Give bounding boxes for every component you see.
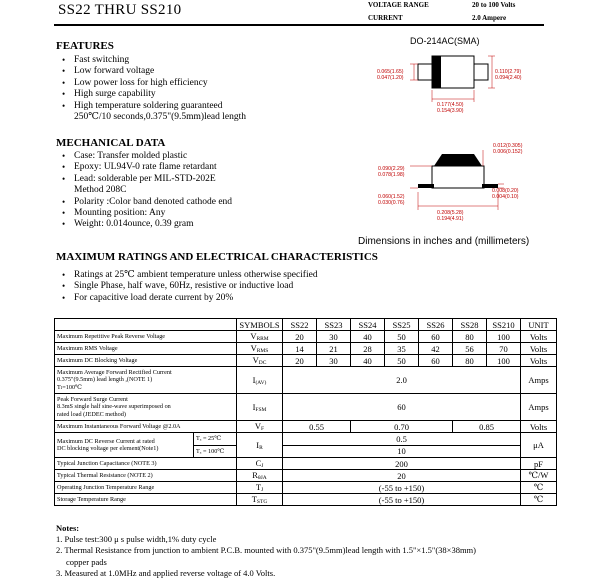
- unit-cell: μA: [521, 433, 557, 458]
- header-cell: UNIT: [521, 319, 557, 331]
- value-cell: 2.0: [283, 367, 521, 394]
- value-cell: 14: [283, 343, 317, 355]
- value-cell: 200: [283, 458, 521, 470]
- current-label: CURRENT: [368, 14, 403, 22]
- symbol-cell: CJ: [237, 458, 283, 470]
- symbol-cell: VRMS: [237, 343, 283, 355]
- feature-item: • Low forward voltage: [60, 66, 246, 77]
- unit-cell: Volts: [521, 421, 557, 433]
- param-cell: Maximum Average Forward Rectified Current 0.375"(9.5mm) lead length ,(NOTE 1) Tₗ=100℃: [55, 367, 237, 394]
- note-2: 2. Thermal Resistance from junction to ambient P.C.B. mounted with 0.375"(9.5mm)lead length with 1.5"×1.5"(38×38mm): [56, 545, 476, 556]
- mechanical-item: • Mounting position: Any: [60, 208, 232, 219]
- value-cell: 70: [487, 343, 521, 355]
- param-cell: Maximum Instantaneous Forward Voltage @2.0A: [55, 421, 237, 433]
- value-cell: 20: [283, 331, 317, 343]
- table-row: [55, 494, 557, 506]
- table-row: [55, 482, 557, 494]
- mechanical-item: • Polarity :Color band denoted cathode end: [60, 197, 232, 208]
- package-side-view: [370, 140, 550, 220]
- unit-cell: Volts: [521, 355, 557, 367]
- value-cell: 60: [283, 394, 521, 421]
- symbol-cell: IFSM: [237, 394, 283, 421]
- dim-label: 0.194(4.91): [437, 216, 464, 222]
- value-cell: 20: [283, 355, 317, 367]
- param-cell: Maximum DC Blocking Voltage: [55, 355, 237, 367]
- note-3: 3. Measured at 1.0MHz and applied reverse voltage of 4.0 Volts.: [56, 567, 276, 578]
- table-row: [55, 458, 557, 470]
- spec-table: [54, 318, 557, 506]
- unit-cell: pF: [521, 458, 557, 470]
- table-row: [55, 394, 557, 421]
- unit-cell: Amps: [521, 367, 557, 394]
- value-cell: 28: [351, 343, 385, 355]
- current-value: 2.0 Ampere: [472, 14, 507, 22]
- value-cell: 0.70: [351, 421, 453, 433]
- dim-label: 0.060(1.52): [378, 194, 405, 200]
- voltage-range-value: 20 to 100 Volts: [472, 1, 516, 9]
- param-cell: Operating Junction Temperature Range: [55, 482, 237, 494]
- table-row: [55, 343, 557, 355]
- rating-note: • For capacitive load derate current by 20%: [60, 293, 318, 304]
- value-cell: 40: [351, 355, 385, 367]
- dim-label: 0.154(3.90): [437, 108, 464, 114]
- symbol-cell: RθJA: [237, 470, 283, 482]
- value-cell: 80: [453, 355, 487, 367]
- param-cell: Maximum DC Reverse Current at rated DC blocking voltage per element(Note1) Tₐ = 25℃ Tₐ = 100℃: [55, 433, 237, 458]
- note-2-continuation: copper pads: [66, 556, 107, 567]
- dim-label: 0.030(0.76): [378, 200, 405, 206]
- dim-label: 0.004(0.10): [492, 194, 519, 200]
- value-cell: 50: [385, 355, 419, 367]
- table-header-row: [55, 319, 557, 331]
- value-cell: 50: [385, 331, 419, 343]
- value-cell: 100: [487, 331, 521, 343]
- value-cell: 0.55: [283, 421, 351, 433]
- value-cell: 10: [283, 445, 521, 458]
- dim-label: 0.094(2.40): [495, 75, 522, 81]
- value-cell: 30: [317, 331, 351, 343]
- notes-block: [56, 523, 476, 579]
- ratings-list: [60, 270, 318, 304]
- table-row: [55, 355, 557, 367]
- table-row: [55, 433, 557, 446]
- param-cell: Typical Junction Capacitance (NOTE 3): [55, 458, 237, 470]
- rating-note: • Ratings at 25℃ ambient temperature unless otherwise specified: [60, 270, 318, 281]
- header-cell: SS210: [487, 319, 521, 331]
- symbol-cell: TJ: [237, 482, 283, 494]
- param-cell: Peak Forward Surge Current 8.3mS single half sine-wave superimposed on rated load (JEDEC method): [55, 394, 237, 421]
- unit-cell: ℃: [521, 482, 557, 494]
- mechanical-item: • Case: Transfer molded plastic: [60, 151, 232, 162]
- part-range-title: SS22 THRU SS210: [58, 2, 182, 18]
- symbol-cell: VF: [237, 421, 283, 433]
- param-cell: Maximum Repetitive Peak Reverse Voltage: [55, 331, 237, 343]
- value-cell: 40: [351, 331, 385, 343]
- mechanical-list: [60, 151, 232, 231]
- header-cell: SS22: [283, 319, 317, 331]
- dimensions-caption: Dimensions in inches and (millimeters): [358, 236, 530, 247]
- unit-cell: ℃/W: [521, 470, 557, 482]
- feature-item: • High temperature soldering guaranteed: [60, 101, 246, 112]
- features-title: FEATURES: [56, 40, 114, 52]
- dim-label: 0.006(0.152): [493, 149, 523, 155]
- unit-cell: ℃: [521, 494, 557, 506]
- feature-item: • High surge capability: [60, 89, 246, 100]
- value-cell: 35: [385, 343, 419, 355]
- value-cell: 60: [419, 331, 453, 343]
- value-cell: 60: [419, 355, 453, 367]
- unit-cell: Volts: [521, 343, 557, 355]
- feature-item: • Low power loss for high efficiency: [60, 78, 246, 89]
- param-cell: Storage Temperature Range: [55, 494, 237, 506]
- header-cell: SS28: [453, 319, 487, 331]
- package-name: DO-214AC(SMA): [410, 36, 480, 46]
- value-cell: 56: [453, 343, 487, 355]
- dim-label: 0.065(1.65): [377, 69, 404, 75]
- symbol-cell: TSTG: [237, 494, 283, 506]
- table-row: [55, 367, 557, 394]
- header-cell: SS25: [385, 319, 419, 331]
- dim-label: 0.047(1.20): [377, 75, 404, 81]
- features-list: [60, 55, 246, 123]
- mechanical-continuation: Method 208C: [74, 185, 127, 196]
- dim-label: 0.078(1.98): [378, 172, 405, 178]
- dim-label: 0.208(5.28): [437, 210, 464, 216]
- value-cell: 30: [317, 355, 351, 367]
- header-blank: [55, 319, 237, 331]
- mechanical-item: • Weight: 0.014ounce, 0.39 gram: [60, 219, 232, 230]
- unit-cell: Volts: [521, 331, 557, 343]
- note-1: 1. Pulse test:300 μ s pulse width,1% duty cycle: [56, 534, 217, 545]
- table-row: [55, 470, 557, 482]
- value-cell: 0.85: [453, 421, 521, 433]
- mechanical-item: • Epoxy: UL94V-0 rate flame retardant: [60, 162, 232, 173]
- dim-label: 0.110(2.79): [495, 69, 522, 75]
- notes-title: Notes:: [56, 523, 80, 533]
- value-cell: 0.5: [283, 433, 521, 446]
- dim-label: 0.012(0.305): [493, 143, 523, 149]
- voltage-range-label: VOLTAGE RANGE: [368, 1, 429, 9]
- param-cell: Typical Thermal Resistance (NOTE 2): [55, 470, 237, 482]
- value-cell: 20: [283, 470, 521, 482]
- feature-item: • Fast switching: [60, 55, 246, 66]
- header-cell: SS24: [351, 319, 385, 331]
- param-cell: Maximum RMS Voltage: [55, 343, 237, 355]
- symbol-cell: VRRM: [237, 331, 283, 343]
- feature-continuation: 250℃/10 seconds,0.375"(9.5mm)lead length: [74, 112, 247, 123]
- table-row: [55, 331, 557, 343]
- value-cell: 42: [419, 343, 453, 355]
- mechanical-title: MECHANICAL DATA: [56, 137, 166, 149]
- symbol-cell: VDC: [237, 355, 283, 367]
- symbol-cell: I(AV): [237, 367, 283, 394]
- value-cell: 21: [317, 343, 351, 355]
- header-cell: SYMBOLS: [237, 319, 283, 331]
- value-cell: (-55 to +150): [283, 482, 521, 494]
- header-cell: SS23: [317, 319, 351, 331]
- value-cell: 100: [487, 355, 521, 367]
- value-cell: 80: [453, 331, 487, 343]
- unit-cell: Amps: [521, 394, 557, 421]
- rating-note: • Single Phase, half wave, 60Hz, resistive or inductive load: [60, 281, 318, 292]
- mechanical-item: • Lead: solderable per MIL-STD-202E: [60, 174, 232, 185]
- value-cell: (-55 to +150): [283, 494, 521, 506]
- dim-label: 0.177(4.50): [437, 102, 464, 108]
- header-cell: SS26: [419, 319, 453, 331]
- dim-label: 0.008(0.20): [492, 188, 519, 194]
- header-rule: [54, 24, 544, 26]
- symbol-cell: IR: [237, 433, 283, 458]
- ratings-title: MAXIMUM RATINGS AND ELECTRICAL CHARACTERISTICS: [56, 251, 378, 263]
- dim-label: 0.090(2.29): [378, 166, 405, 172]
- table-row: [55, 421, 557, 433]
